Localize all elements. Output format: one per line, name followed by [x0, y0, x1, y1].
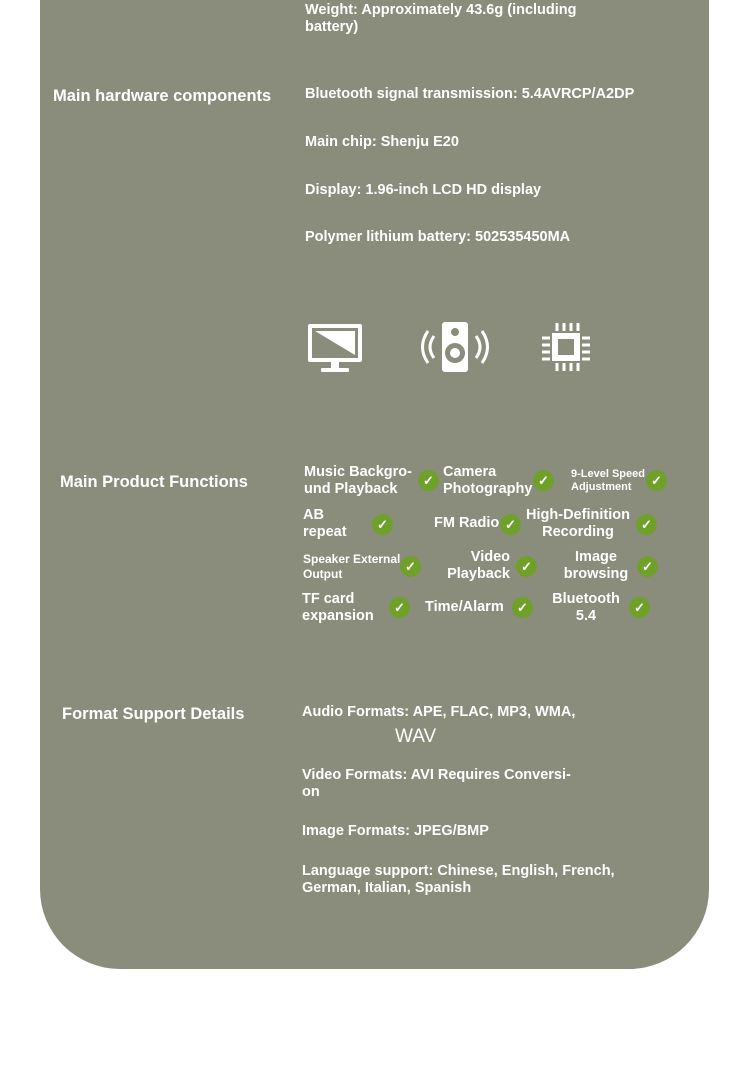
format-video: Video Formats: AVI Requires Conversi-on — [302, 767, 571, 800]
check-icon: ✓ — [400, 556, 421, 577]
functions-heading: Main Product Functions — [60, 473, 248, 491]
function-image-browsing: Image browsing — [563, 549, 629, 582]
check-icon: ✓ — [512, 597, 533, 618]
check-icon: ✓ — [389, 597, 410, 618]
check-icon: ✓ — [636, 514, 657, 535]
check-icon: ✓ — [637, 556, 658, 577]
chip-icon — [540, 321, 592, 373]
hardware-heading: Main hardware components — [53, 87, 272, 105]
hardware-item-bluetooth: Bluetooth signal transmission: 5.4AVRCP/A2DP — [305, 86, 635, 102]
format-audio: Audio Formats: APE, FLAC, MP3, WMA, — [302, 704, 576, 720]
check-icon: ✓ — [516, 556, 537, 577]
function-video-playback: Video Playback — [447, 549, 510, 582]
hardware-item-battery: Polymer lithium battery: 502535450MA — [305, 229, 571, 245]
function-speed-adjustment: 9-Level Speed Adjustment — [571, 468, 645, 493]
function-ab-repeat: AB repeat — [303, 507, 347, 540]
formats-heading: Format Support Details — [62, 705, 245, 723]
function-speaker-output: Speaker External Output — [303, 552, 401, 581]
check-icon: ✓ — [646, 470, 667, 491]
function-time-alarm: Time/Alarm — [425, 599, 504, 615]
function-music-background: Music Backgro-und Playback — [304, 464, 412, 497]
format-image: Image Formats: JPEG/BMP — [302, 823, 489, 839]
check-icon: ✓ — [418, 470, 439, 491]
function-camera: Camera Photography — [443, 464, 533, 497]
function-tf-card: TF card expansion — [302, 591, 374, 624]
function-hd-recording: High-Definition Recording — [526, 507, 630, 540]
check-icon: ✓ — [372, 514, 393, 535]
speaker-icon — [420, 320, 490, 374]
weight-spec: Weight: Approximately 43.6g (including battery) — [305, 2, 577, 35]
format-language: Language support: Chinese, English, French, German, Italian, Spanish — [302, 863, 615, 896]
check-icon: ✓ — [500, 514, 521, 535]
function-fm-radio: FM Radio — [434, 515, 500, 531]
format-audio-continued: WAV — [395, 726, 437, 747]
hardware-item-chip: Main chip: Shenju E20 — [305, 134, 459, 150]
check-icon: ✓ — [533, 470, 554, 491]
hardware-item-display: Display: 1.96-inch LCD HD display — [305, 182, 542, 198]
display-monitor-icon — [307, 322, 363, 374]
check-icon: ✓ — [629, 597, 650, 618]
function-bluetooth: Bluetooth 5.4 — [552, 591, 620, 624]
